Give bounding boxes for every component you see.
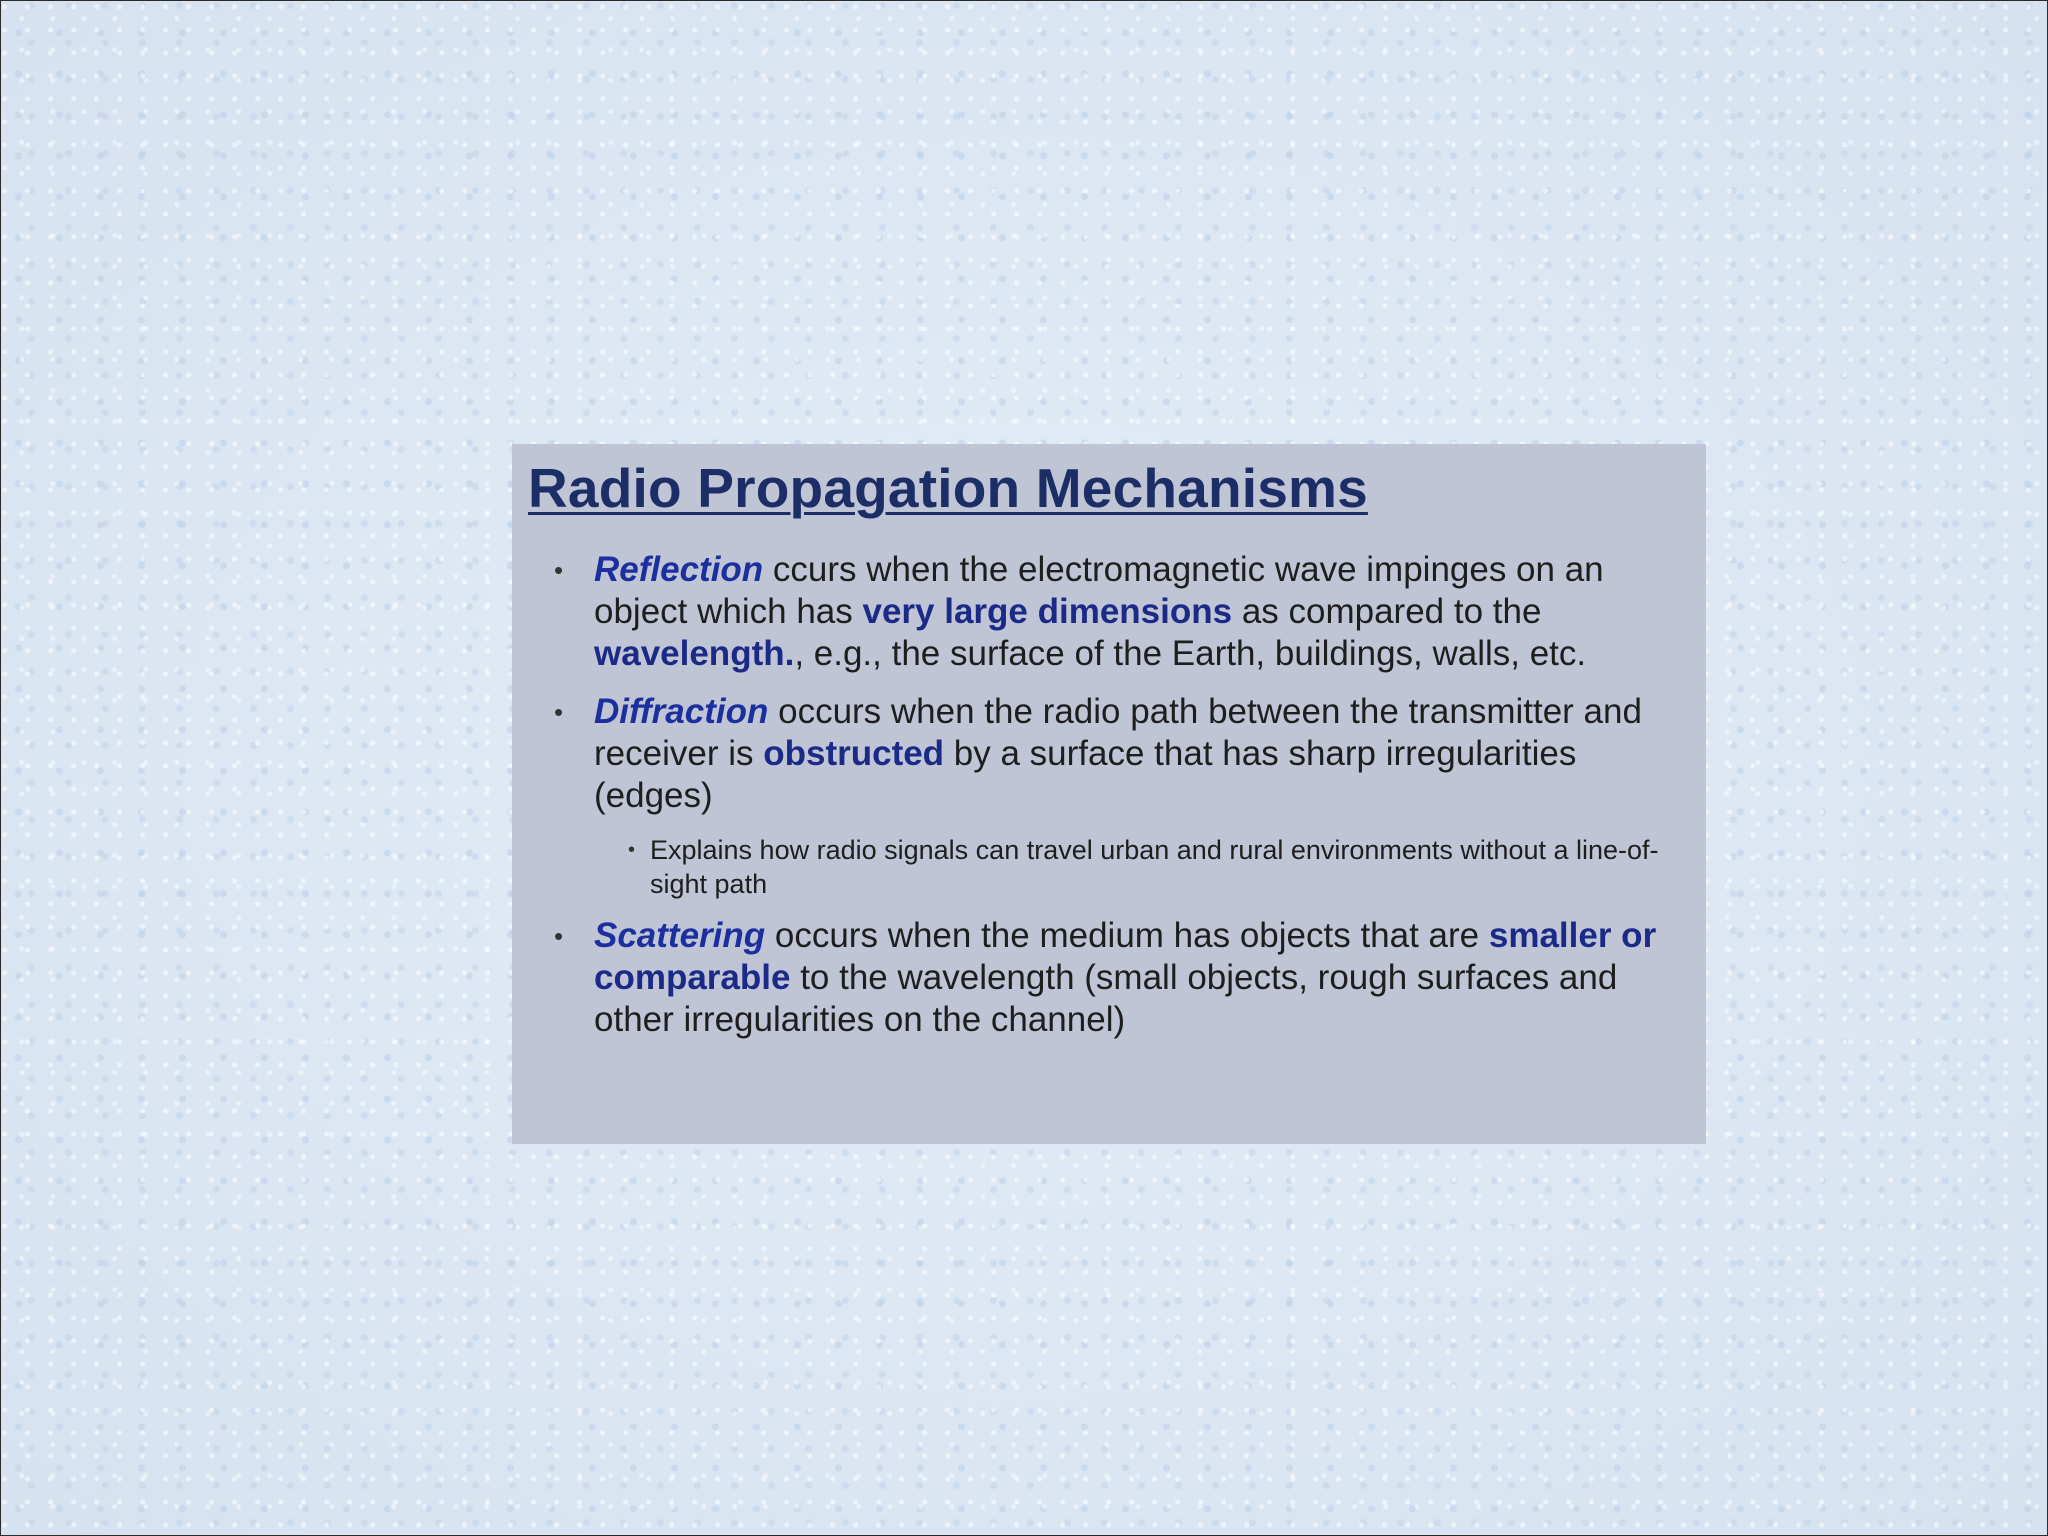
diffraction-highlight-1: obstructed	[763, 733, 945, 773]
sub-bullet-list	[528, 833, 1682, 901]
reflection-highlight-2: wavelength.	[594, 633, 795, 673]
sub-item-text: Explains how radio signals can travel urban and rural environments without a line-of-sight path	[650, 834, 1659, 899]
content-box	[512, 444, 1706, 1144]
bullet-icon: •	[554, 696, 564, 727]
term-reflection: Reflection	[594, 549, 764, 589]
reflection-highlight-1: very large dimensions	[862, 591, 1233, 631]
list-item-scattering	[528, 915, 1682, 1041]
reflection-text-2: as compared to the	[1232, 591, 1542, 631]
term-diffraction: Diffraction	[594, 691, 769, 731]
diffraction-text-1: occurs when the radio path between the transmitter and receiver is	[594, 691, 1642, 773]
reflection-text-1: ccurs when the electromagnetic wave impinges on an object which has	[594, 549, 1604, 631]
diffraction-text-2: by a surface that has sharp irregularities (edges)	[594, 733, 1577, 815]
slide-title: Radio Propagation Mechanisms	[528, 457, 1368, 519]
term-scattering: Scattering	[594, 915, 766, 955]
list-item-diffraction	[528, 691, 1682, 817]
scattering-text-2: to the wavelength (small objects, rough surfaces and other irregularities on the channel)	[594, 957, 1618, 1039]
bullet-icon: •	[554, 920, 564, 951]
reflection-text-3: , e.g., the surface of the Earth, buildings, walls, etc.	[794, 633, 1587, 673]
scattering-text-1: occurs when the medium has objects that are	[765, 915, 1489, 955]
sub-bullet-icon: •	[628, 838, 636, 861]
scattering-highlight-1: smaller or comparable	[594, 915, 1657, 997]
bullet-list	[528, 549, 1682, 817]
list-item-reflection	[528, 549, 1682, 675]
bullet-icon: •	[554, 554, 564, 585]
bullet-list-continued	[528, 915, 1682, 1041]
sub-list-item	[528, 833, 1682, 901]
